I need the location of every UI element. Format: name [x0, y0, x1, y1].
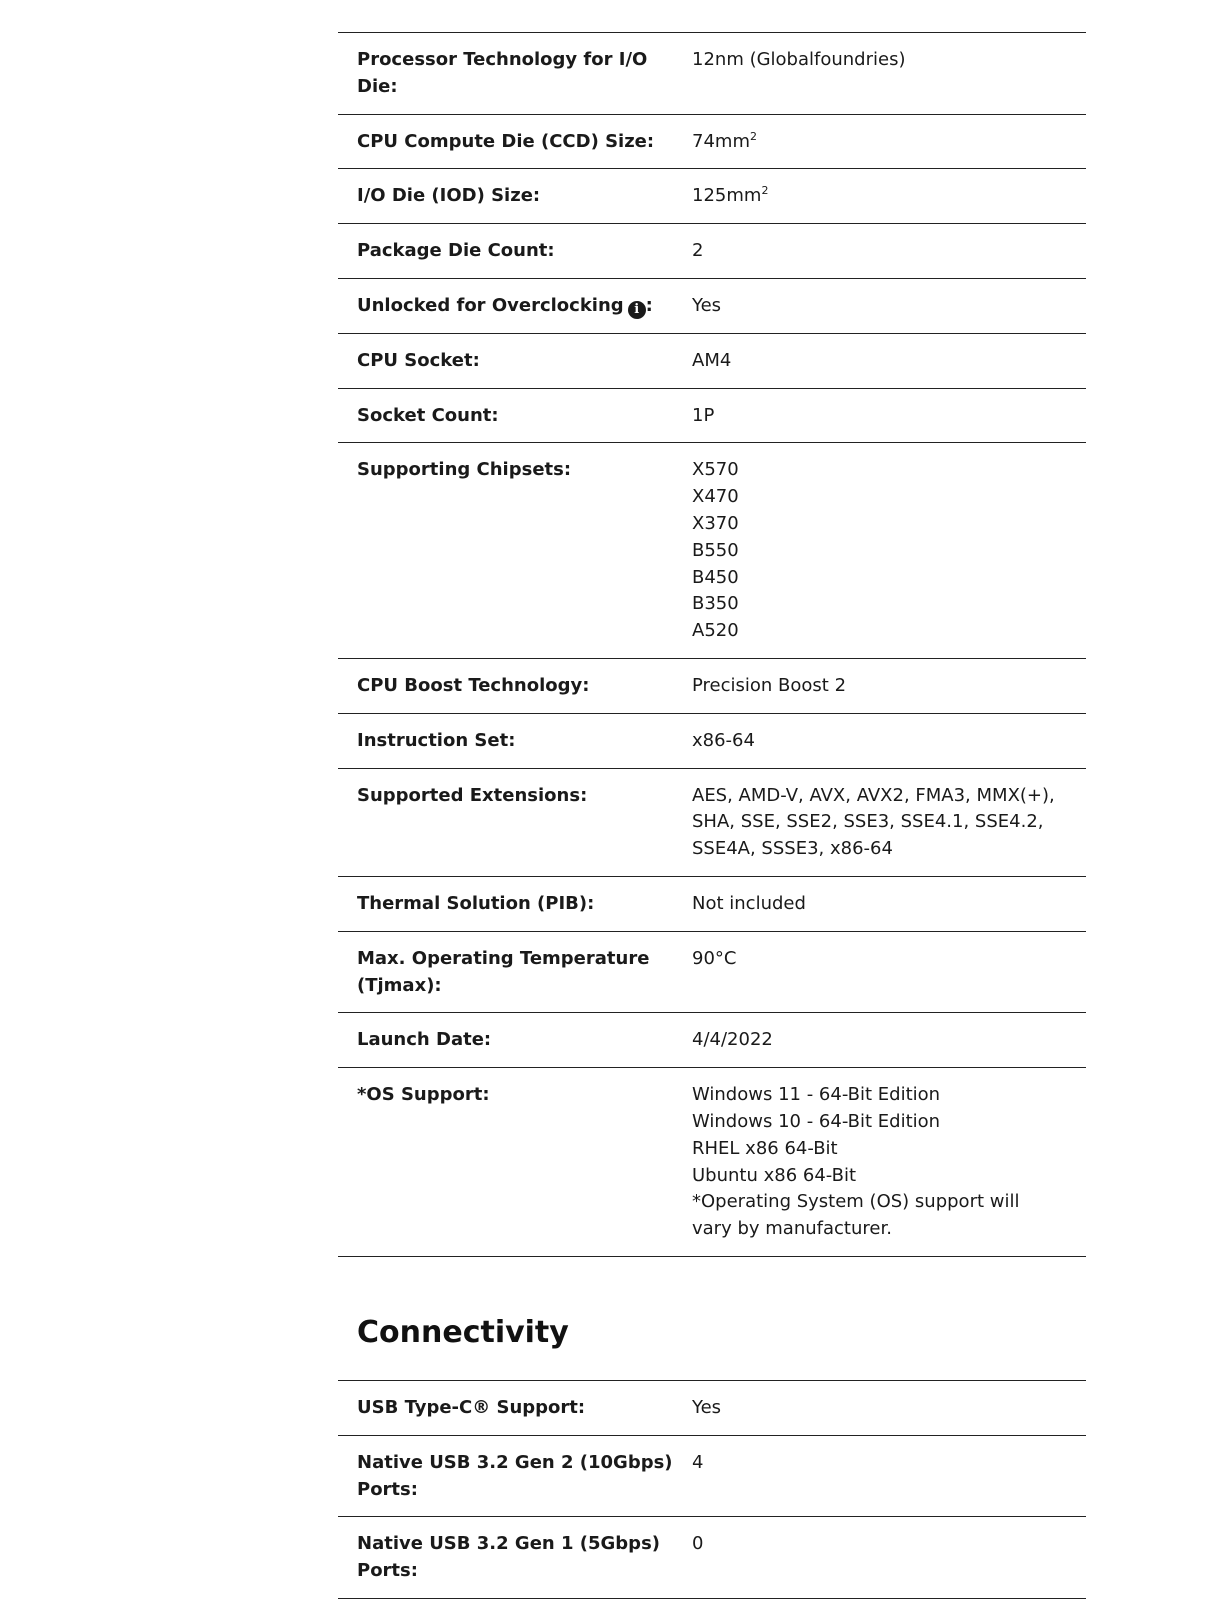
spec-label: Supporting Chipsets: — [357, 459, 572, 481]
spec-row — [338, 388, 1086, 443]
spec-row — [338, 224, 1086, 279]
spec-value: AES, AMD-V, AVX, AVX2, FMA3, MMX(+), SHA, SSE, SSE2, SSE3, SSE4.1, SSE4.2, SSE4A, SSSE3, x86-64 — [692, 784, 1055, 860]
spec-row — [338, 333, 1086, 388]
spec-value: Windows 11 - 64-Bit Edition Windows 10 - 64-Bit Edition RHEL x86 64-Bit Ubuntu x86 64-Bit *Operating System (OS) support will vary by manufacturer. — [692, 1084, 1020, 1240]
info-icon[interactable]: i — [628, 301, 646, 319]
spec-value — [692, 169, 1086, 224]
spec-row — [338, 1013, 1086, 1068]
superscript: 2 — [761, 184, 769, 198]
spec-value: Precision Boost 2 — [692, 674, 847, 696]
spec-value: x86-64 — [692, 729, 755, 751]
spec-value: X570 X470 X370 B550 B450 B350 A520 — [692, 459, 739, 642]
spec-value: 2 — [692, 240, 704, 262]
superscript: 2 — [749, 129, 757, 143]
spec-row — [338, 658, 1086, 713]
spec-label: *OS Support: — [357, 1084, 490, 1106]
spec-label: Supported Extensions: — [357, 784, 588, 806]
spec-label: CPU Compute Die (CCD) Size: — [357, 130, 655, 152]
connectivity-spec-table — [338, 1380, 1086, 1599]
spec-label-colon: : — [645, 294, 653, 316]
spec-row — [338, 876, 1086, 931]
spec-value — [692, 114, 1086, 169]
spec-row — [338, 931, 1086, 1013]
spec-content — [338, 32, 1086, 1599]
spec-label: CPU Socket: — [357, 349, 480, 371]
spec-row — [338, 1517, 1086, 1599]
spec-label: USB Type-C® Support: — [357, 1396, 586, 1418]
spec-value-text: 74mm — [692, 130, 750, 152]
spec-label: Native USB 3.2 Gen 2 (10Gbps) Ports: — [357, 1451, 673, 1500]
spec-row — [338, 768, 1086, 876]
spec-label: Instruction Set: — [357, 729, 516, 751]
spec-label: Socket Count: — [357, 404, 499, 426]
spec-value: 0 — [692, 1533, 704, 1555]
spec-label: Processor Technology for I/O Die: — [357, 49, 648, 97]
spec-row — [338, 443, 1086, 659]
spec-row — [338, 1435, 1086, 1517]
spec-row — [338, 114, 1086, 169]
general-spec-table — [338, 32, 1086, 1257]
spec-label: Native USB 3.2 Gen 1 (5Gbps) Ports: — [357, 1533, 661, 1582]
spec-value: Yes — [692, 1396, 722, 1418]
section-heading-connectivity: Connectivity — [357, 1314, 569, 1350]
spec-value: Yes — [692, 294, 722, 316]
spec-label: Package Die Count: — [357, 240, 555, 262]
spec-row — [338, 713, 1086, 768]
spec-value: 12nm (Globalfoundries) — [692, 49, 906, 70]
spec-label: I/O Die (IOD) Size: — [357, 185, 541, 207]
spec-value-text: 125mm — [692, 185, 762, 207]
spec-label — [338, 278, 692, 333]
spec-row — [338, 1068, 1086, 1257]
spec-value: AM4 — [692, 349, 732, 371]
spec-value: 4/4/2022 — [692, 1029, 773, 1051]
spec-row — [338, 1380, 1086, 1435]
spec-value: Not included — [692, 892, 806, 914]
spec-row — [338, 33, 1086, 115]
spec-value: 4 — [692, 1451, 704, 1473]
spec-label: CPU Boost Technology: — [357, 674, 590, 696]
spec-value: 90°C — [692, 947, 737, 969]
spec-label: Launch Date: — [357, 1029, 492, 1051]
spec-label-text: Unlocked for Overclocking — [357, 294, 624, 316]
spec-label: Thermal Solution (PIB): — [357, 892, 595, 914]
spec-row — [338, 169, 1086, 224]
spec-row — [338, 278, 1086, 333]
spec-value: 1P — [692, 404, 715, 426]
spec-label: Max. Operating Temperature (Tjmax): — [357, 947, 650, 996]
